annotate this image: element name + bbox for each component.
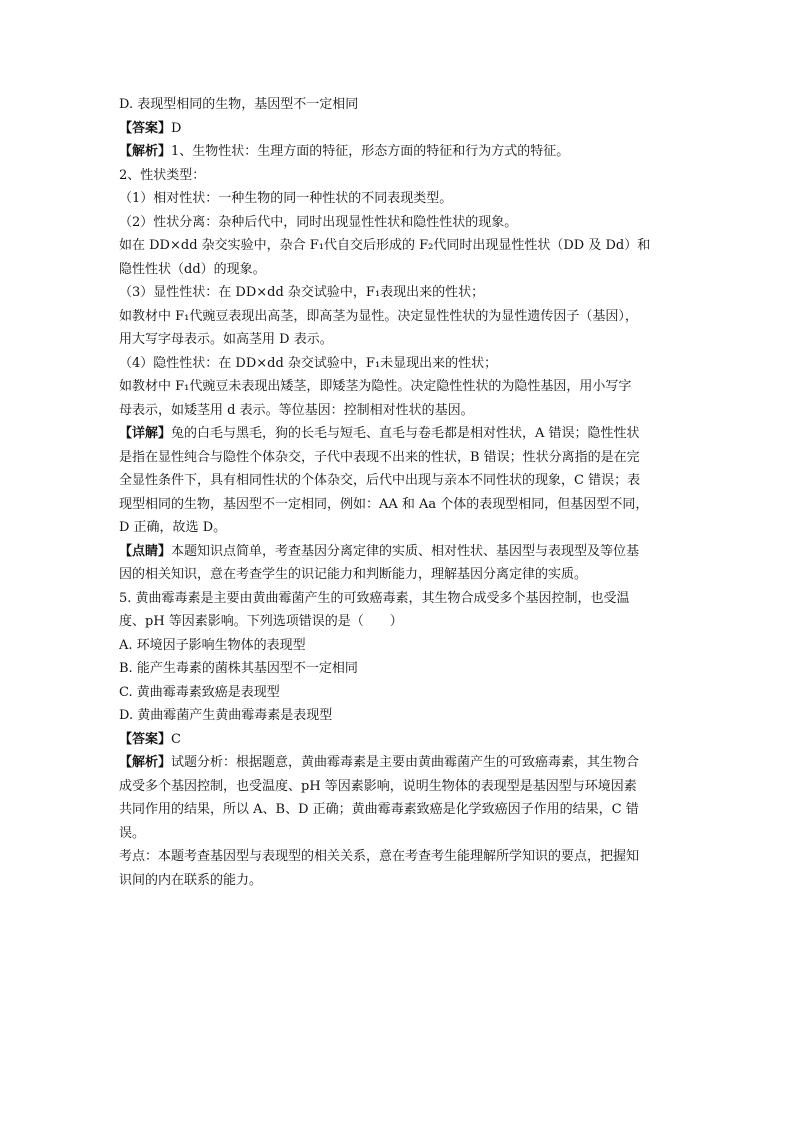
text-line (119, 446, 675, 470)
line-text: （2）性状分离：杂种后代中，同时出现显性性状和隐性性状的现象。 (119, 214, 518, 230)
text-line (119, 140, 675, 164)
line-text: 母表示，如矮茎用 d 表示。等位基因：控制相对性状的基因。 (119, 402, 474, 418)
text-line (119, 681, 675, 705)
text-line (119, 258, 675, 282)
text-line (119, 328, 675, 352)
section-tag: 【答案】 (119, 731, 172, 747)
line-text: 识间的内在联系的能力。 (119, 872, 263, 888)
text-line (119, 352, 675, 376)
text-line (119, 399, 675, 423)
text-line (119, 869, 675, 893)
line-text: （3）显性性状：在 DD×dd 杂交试验中，F₁表现出来的性状； (119, 285, 485, 300)
line-text: A. 环境因子影响生物体的表现型 (119, 637, 306, 653)
line-text: 如在 DD×dd 杂交实验中，杂合 F₁代自交后形成的 F₂代同时出现显性性状（DD 及 Dd）和 (119, 238, 651, 253)
line-text: 隐性性状（dd）的现象。 (119, 261, 266, 277)
text-line (119, 540, 675, 564)
line-text: 本题知识点简单，考查基因分离定律的实质、相对性状、基因型与表现型及等位基 (171, 543, 640, 559)
section-tag: 【解析】 (119, 755, 172, 770)
line-text: 是指在显性纯合与隐性个体杂交，子代中表现不出来的性状，B 错误；性状分离指的是在完 (119, 449, 640, 465)
text-line (119, 587, 675, 611)
text-line (119, 775, 675, 799)
text-line (119, 164, 675, 188)
line-text: （1）相对性状：一种生物的同一种性状的不同表现类型。 (119, 191, 453, 206)
text-line (119, 634, 675, 658)
line-text: （4）隐性性状：在 DD×dd 杂交试验中，F₁未显现出来的性状； (119, 355, 498, 371)
line-text: C. 黄曲霉毒素致癌是表现型 (119, 684, 280, 700)
text-line (119, 234, 675, 258)
line-text: D. 表现型相同的生物，基因型不一定相同 (119, 97, 359, 112)
line-text: 因的相关知识，意在考查学生的识记能力和判断能力，理解基因分离定律的实质。 (119, 567, 588, 582)
line-text: 考点：本题考查基因型与表现型的相关关系，意在考查考生能理解所学知识的要点，把握知 (119, 849, 640, 864)
text-line (119, 822, 675, 846)
text-line (119, 305, 675, 329)
text-line (119, 610, 675, 634)
line-text: 1、生物性状：生理方面的特征，形态方面的特征和行为方式的特征。 (171, 144, 570, 159)
section-tag: 【详解】 (119, 426, 172, 441)
text-line (119, 563, 675, 587)
line-text: 成受多个基因控制，也受温度、pH 等因素影响，说明生物体的表现型是基因型与环境因素 (119, 778, 637, 794)
text-line (119, 704, 675, 728)
line-text: 用大写字母表示。如高茎用 D 表示。 (119, 332, 333, 347)
line-text: D 正确，故选 D。 (119, 520, 227, 535)
section-tag: 【点睛】 (119, 543, 172, 559)
text-line (119, 845, 675, 869)
text-line (119, 728, 675, 752)
text-line (119, 516, 675, 540)
line-text: 误。 (119, 825, 146, 841)
line-text: 现型相同的生物，基因型不一定相同，例如：AA 和 Aa 个体的表现型相同，但基因型不同， (119, 496, 649, 512)
line-text: 共同作用的结果，所以 A、B、D 正确；黄曲霉毒素致癌是化学致癌因子作用的结果，C 错 (119, 802, 639, 817)
line-text: 度、pH 等因素影响。下列选项错误的是（ ） (119, 614, 403, 629)
document-body (119, 93, 675, 892)
line-text: 全显性条件下，具有相同性状的个体杂交，后代中出现与亲本不同性状的现象，C 错误；表 (119, 473, 641, 488)
line-text: 兔的白毛与黑毛，狗的长毛与短毛、直毛与卷毛都是相对性状，A 错误；隐性性状 (171, 426, 640, 441)
section-tag: 【解析】 (119, 144, 172, 159)
text-line (119, 798, 675, 822)
line-text: 5. 黄曲霉毒素是主要由黄曲霉菌产生的可致癌毒素，其生物合成受多个基因控制，也受温 (119, 590, 630, 606)
text-line (119, 493, 675, 517)
line-text: C (171, 731, 181, 747)
line-text: 2、性状类型： (119, 167, 206, 183)
text-line (119, 375, 675, 399)
text-line (119, 117, 675, 141)
text-line (119, 93, 675, 117)
text-line (119, 469, 675, 493)
line-text: 试题分析：根据题意，黄曲霉毒素是主要由黄曲霉菌产生的可致癌毒素，其生物合 (171, 755, 640, 770)
text-line (119, 657, 675, 681)
text-line (119, 751, 675, 775)
text-line (119, 211, 675, 235)
text-line (119, 281, 675, 305)
line-text: 如教材中 F₁代豌豆表现出高茎，即高茎为显性。决定显性性状的为显性遗传因子（基因）， (119, 308, 638, 324)
line-text: D. 黄曲霉菌产生黄曲霉毒素是表现型 (119, 708, 333, 723)
section-tag: 【答案】 (119, 120, 172, 136)
line-text: 如教材中 F₁代豌豆未表现出矮茎，即矮茎为隐性。决定隐性性状的为隐性基因，用小写字 (119, 379, 632, 394)
text-line (119, 187, 675, 211)
line-text: B. 能产生毒素的菌株其基因型不一定相同 (119, 661, 358, 676)
line-text: D (171, 120, 182, 136)
text-line (119, 422, 675, 446)
